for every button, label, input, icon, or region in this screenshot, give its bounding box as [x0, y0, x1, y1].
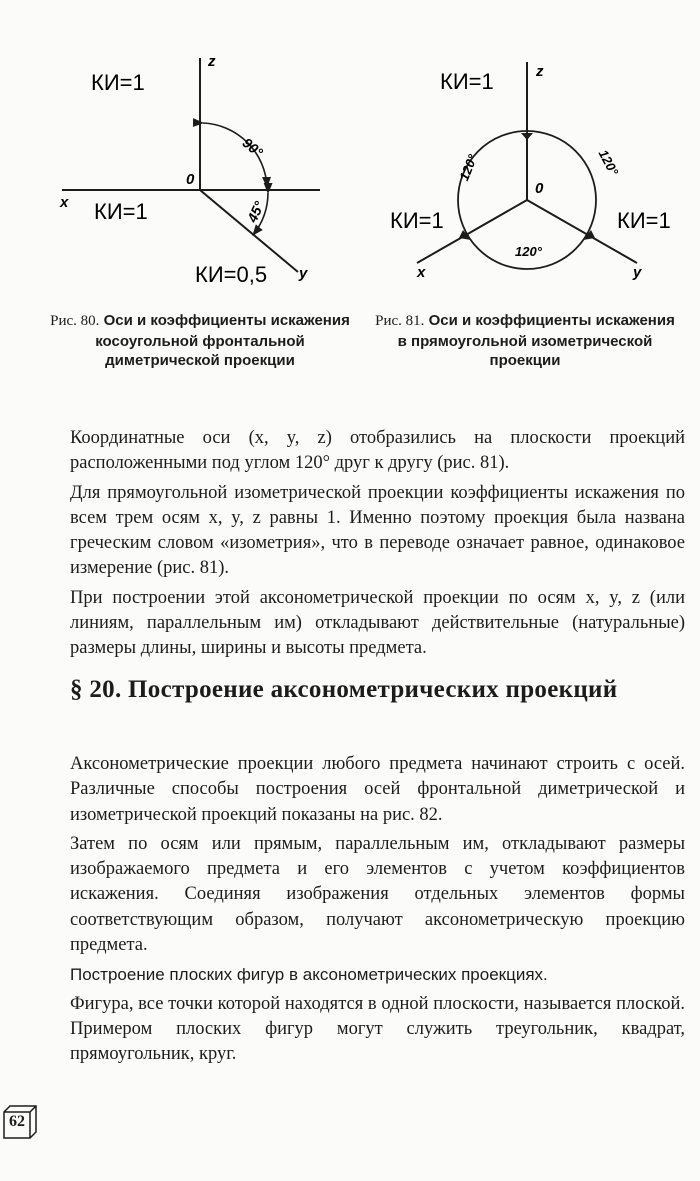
axis-y-line [200, 190, 298, 272]
page-number: 62 [9, 1113, 25, 1130]
paragraph: Фигура, все точки которой находятся в одной плоскости, называется плоской. Примером плоских фигур могут служить треугольник, квадрат, прямоугольник, круг. [70, 993, 685, 1065]
fig80-ki-z: КИ=1 [91, 70, 145, 95]
fig81-axis-y: y [633, 264, 642, 281]
fig80-ki-x: КИ=1 [94, 199, 148, 224]
fig80-axis-x: x [60, 194, 69, 211]
figure-80-caption-label: Рис. 80. [50, 313, 100, 329]
fig80-axis-z: z [208, 53, 216, 70]
paragraph: При построении этой аксонометрической проекции по осям x, y, z (или линиям, параллельным им) откладывают действительные (натуральные) размеры длины, ширины и высоты предмета. [70, 587, 685, 659]
fig80-angle-45: 45° [243, 198, 268, 225]
fig81-axis-z: z [536, 63, 544, 80]
fig81-ki-z: КИ=1 [440, 69, 494, 94]
fig80-axis-y: y [299, 265, 308, 282]
figure-81-caption [370, 311, 680, 371]
fig81-axis-x: x [417, 264, 426, 281]
figure-81-caption-label: Рис. 81. [375, 313, 425, 329]
fig81-angle-right: 120° [595, 147, 622, 178]
figure-81-caption-text: Оси и коэффициенты искажения в прямоугольной изометрической проекции [397, 312, 675, 369]
fig81-arrow-top [521, 133, 533, 140]
text-block-1 [70, 426, 685, 666]
paragraph: Для прямоугольной изометрической проекции коэффициенты искажения по всем трем осям x, y, z равны 1. Именно поэтому проекция была названа греческим словом «изометрия», что в переводе означает равное, одинаковое измерение (рис. 81). [70, 482, 685, 579]
page-number-box [3, 1105, 37, 1139]
figure-80 [40, 40, 340, 290]
fig81-ki-y: КИ=1 [617, 208, 671, 233]
subheading: Построение плоских фигур в аксонометрических проекциях. [70, 965, 548, 985]
fig81-angle-bottom: 120° [515, 244, 542, 259]
fig81-angle-left: 120° [456, 152, 481, 183]
fig80-angle-90: 90° [239, 134, 266, 161]
figure-80-caption-text: Оси и коэффициенты искажения косоугольной фронтальной диметрической проекции [95, 312, 350, 369]
paragraph: Координатные оси (x, y, z) отобразились на плоскости проекций расположенными под углом 120° друг к другу (рис. 81). [70, 428, 685, 474]
figure-80-caption [40, 311, 360, 371]
fig80-origin: 0 [186, 171, 195, 188]
fig81-origin: 0 [535, 180, 544, 197]
figure-81 [375, 40, 680, 290]
text-block-2 [70, 752, 685, 1072]
section-heading: § 20. Построение аксонометрических проекций [70, 676, 618, 703]
figure-80-drawing [40, 40, 340, 290]
fig80-ki-y: КИ=0,5 [195, 262, 268, 287]
fig81-ki-x: КИ=1 [390, 208, 444, 233]
figure-81-drawing [375, 40, 680, 290]
paragraph: Аксонометрические проекции любого предмета начинают строить с осей. Различные способы построения осей фронтальной диметрической и изометрической проекций показаны на рис. 82. [70, 754, 685, 825]
paragraph: Затем по осям или прямым, параллельным им, откладывают размеры изображаемого предмета и его элементов с учетом коэффициентов искажения. Соединяя изображения отдельных элементов формы соответствующим образом, получают аксонометрическую проекцию предмета. [70, 833, 685, 956]
